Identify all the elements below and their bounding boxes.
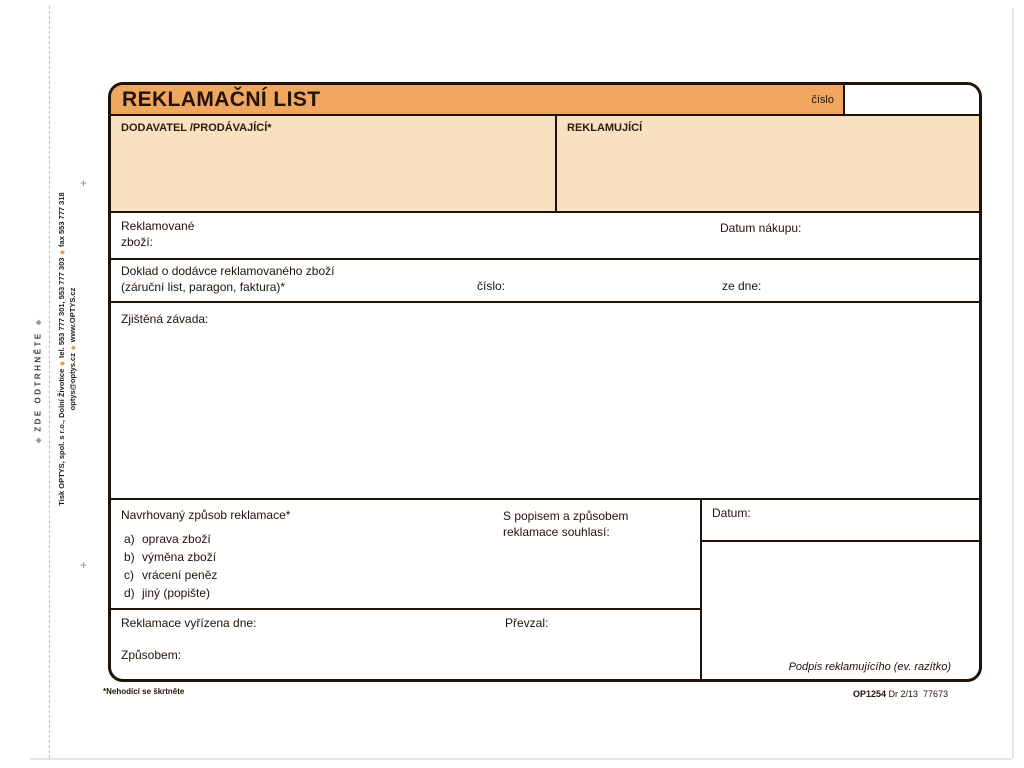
- diamond-icon: ◆: [71, 345, 77, 351]
- printer-info-vertical-label: [57, 179, 79, 519]
- defect-label: Zjištěná závada:: [121, 312, 209, 326]
- form-code: [853, 689, 948, 699]
- received-label: Převzal:: [505, 616, 549, 630]
- crop-mark-icon: +: [80, 176, 88, 190]
- method-option: b) výměna zboží: [124, 550, 217, 564]
- crop-mark-icon: +: [80, 558, 88, 572]
- resolved-label: Reklamace vyřízena dne:: [121, 616, 257, 630]
- footnote-label: *Nehodící se škrtněte: [103, 687, 185, 696]
- scan-edge: [30, 758, 1012, 760]
- printer-name: Tisk OPTYS, spol. s r.o., Dolní Životice: [57, 368, 66, 506]
- purchase-date-label: Datum nákupu:: [720, 221, 802, 235]
- parties-section: [111, 116, 979, 213]
- scan-edge: [1012, 8, 1014, 758]
- method-option: c) vrácení peněz: [124, 568, 218, 582]
- form-code-number: OP1254: [853, 689, 887, 699]
- horizontal-divider: [111, 608, 700, 610]
- diamond-icon: ◆: [60, 361, 66, 366]
- diamond-icon: ◆: [60, 249, 66, 255]
- perforation-dashed-line: [49, 6, 50, 758]
- signature-label: Podpis reklamujícího (ev. razítko): [788, 661, 951, 673]
- claimed-goods-label: Reklamované zboží:: [121, 219, 195, 249]
- number-entry-box: [843, 85, 979, 114]
- date-label: Datum:: [712, 506, 751, 520]
- document-label: Doklad o dodávce reklamovaného zboží (záruční list, paragon, faktura)*: [121, 264, 335, 294]
- claimant-cell: [557, 116, 979, 211]
- tear-here-vertical-label: [34, 182, 43, 582]
- method-option: d) jiný (popište): [124, 586, 211, 600]
- printer-fax: fax 553 777 318: [57, 192, 66, 247]
- printer-info-line2: [68, 179, 79, 519]
- printer-tel: tel. 553 777 301, 553 777 303: [57, 257, 66, 359]
- printer-email: optys@optys.cz: [68, 353, 77, 411]
- printer-info-line1: [57, 179, 68, 519]
- method-label: Navrhovaný způsob reklamace*: [121, 508, 291, 522]
- supplier-cell: [111, 116, 557, 211]
- printer-web: www.OPTYS.cz: [68, 287, 77, 343]
- form-title: REKLAMAČNÍ LIST: [122, 87, 321, 111]
- claimed-goods-row: [111, 213, 979, 260]
- number-label: číslo: [811, 93, 834, 106]
- document-number-label: číslo:: [477, 279, 506, 293]
- agreement-label: S popisem a způsobem reklamace souhlasí:: [503, 509, 629, 539]
- diamond-icon: ◆: [35, 437, 43, 444]
- document-row: [111, 260, 979, 303]
- resolution-method-label: Způsobem:: [121, 648, 182, 662]
- defect-row: [111, 303, 979, 500]
- document-date-label: ze dne:: [722, 279, 762, 293]
- form-header: [111, 85, 979, 116]
- supplier-label: DODAVATEL /PRODÁVAJÍCÍ*: [121, 122, 272, 134]
- method-option: a) oprava zboží: [124, 532, 211, 546]
- complaint-form-card: [108, 82, 982, 682]
- claimant-label: REKLAMUJÍCÍ: [567, 122, 643, 134]
- form-code-suffix: Dr 2/13 77673: [886, 689, 949, 699]
- diamond-icon: ◆: [35, 319, 43, 326]
- method-options-list: [124, 530, 217, 602]
- tear-here-text: ZDE ODTRHNĚTE: [33, 331, 43, 432]
- vertical-divider: [700, 500, 702, 679]
- horizontal-divider: [702, 540, 979, 542]
- resolution-section: [111, 500, 979, 679]
